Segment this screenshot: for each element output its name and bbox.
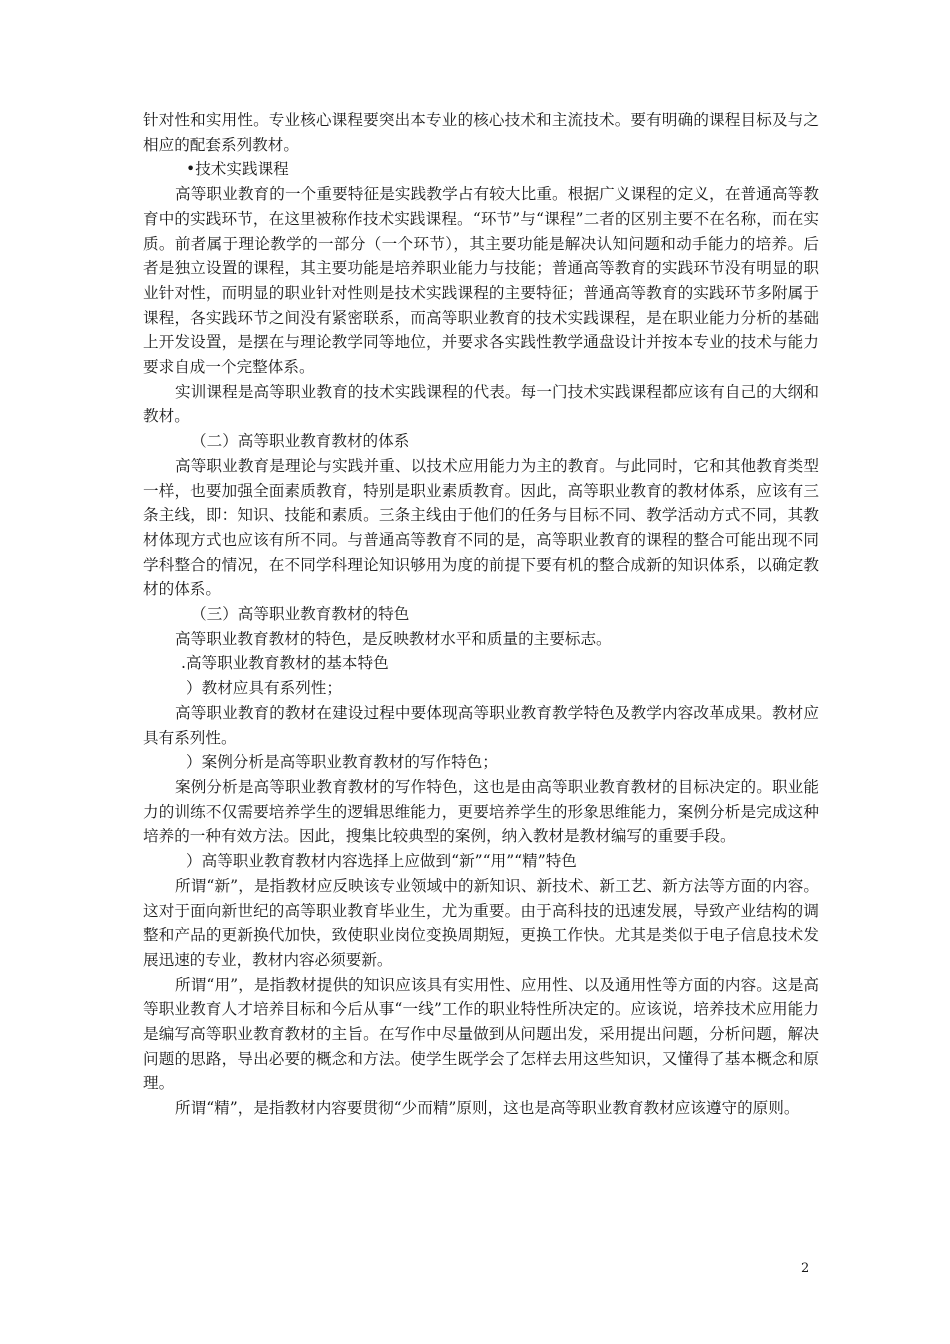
paragraph-training-courses: 实训课程是高等职业教育的技术实践课程的代表。每一门技术实践课程都应该有自己的大纲和教材。 [143, 382, 819, 426]
paragraph-case-analysis: 案例分析是高等职业教育教材的写作特色，这也是由高等职业教育教材的目标决定的。职业能力的训练不仅需要培养学生的逻辑思维能力，更要培养学生的形象思维能力，案例分析是完成这种培养的一种有效方法。因此，搜集比较典型的案例，纳入教材是教材编写的重要手段。 [143, 777, 819, 846]
document-body [143, 108, 819, 1121]
heading-technical-practice: •技术实践课程 [186, 160, 289, 179]
paragraph-practice-teaching: 高等职业教育的一个重要特征是实践教学占有较大比重。根据广义课程的定义，在普通高等教育中的实践环节，在这里被称作技术实践课程。“环节”与“课程”二者的区别主要不在名称，而在实质。前者属于理论教学的一部分（一个环节），其主要功能是解决认知问题和动手能力的培养。后者是独立设置的课程，其主要功能是培养职业能力与技能；普通高等教育的实践环节没有明显的职业针对性，而明显的职业针对性则是技术实践课程的主要特征；普通高等教育的实践环节多附属于课程，各实践环节之间没有紧密联系，而高等职业教育的技术实践课程，是在职业能力分析的基础上开发设置，是摆在与理论教学同等地位，并要求各实践性教学通盘设计并按本专业的技术与能力要求自成一个完整体系。 [143, 185, 819, 377]
paragraph-textbook-system: 高等职业教育是理论与实践并重、以技术应用能力为主的教育。与此同时，它和其他教育类型一样，也要加强全面素质教育，特别是职业素质教育。因此，高等职业教育的教材体系，应该有三条主线，即：知识、技能和素质。三条主线由于他们的任务与目标不同、教学活动方式不同，其教材体现方式也应该有所不同。与普通高等教育不同的是，高等职业教育的课程的整合可能出现不同学科整合的情况，在不同学科理论知识够用为度的前提下要有机的整合成新的知识体系，以确定教材的体系。 [143, 456, 819, 599]
paragraph-series: 高等职业教育的教材在建设过程中要体现高等职业教育教学特色及教学内容改革成果。教材应具有系列性。 [143, 703, 819, 747]
paragraph-use: 所谓“用”，是指教材提供的知识应该具有实用性、应用性、以及通用性等方面的内容。这是高等职业教育人才培养目标和今后从事“一线”工作的职业特性所决定的。应该说，培养技术应用能力是编写高等职业教育教材的主旨。在写作中尽量做到从问题出发，采用提出问题，分析问题，解决问题的思路，导出必要的概念和方法。使学生既学会了怎样去用这些知识，又懂得了基本概念和原理。 [143, 975, 819, 1093]
item-case-analysis: ）案例分析是高等职业教育教材的写作特色； [186, 753, 498, 772]
section-heading-system: （二）高等职业教育教材的体系 [191, 432, 410, 451]
page-number: 2 [801, 1261, 810, 1276]
item-new-use-fine: ）高等职业教育教材内容选择上应做到“新”“用”“精”特色 [186, 852, 577, 871]
paragraph-features-intro: 高等职业教育教材的特色，是反映教材水平和质量的主要标志。 [175, 629, 612, 648]
section-heading-features: （三）高等职业教育教材的特色 [191, 605, 410, 624]
paragraph-new: 所谓“新”，是指教材应反映该专业领域中的新知识、新技术、新工艺、新方法等方面的内容。这对于面向新世纪的高等职业教育毕业生，尤为重要。由于高科技的迅速发展，导致产业结构的调整和产品的更新换代加快，致使职业岗位变换周期短，更换工作快。尤其是类似于电子信息技术发展迅速的专业，教材内容必须要新。 [143, 876, 819, 969]
subheading-basic-features: .高等职业教育教材的基本特色 [181, 654, 389, 673]
item-series: ）教材应具有系列性； [186, 679, 342, 698]
paragraph-fine: 所谓“精”，是指教材内容要贯彻“少而精”原则，这也是高等职业教育教材应该遵守的原则。 [175, 1099, 800, 1118]
paragraph-core-course-continuation: 针对性和实用性。专业核心课程要突出本专业的核心技术和主流技术。要有明确的课程目标及与之相应的配套系列教材。 [143, 111, 819, 154]
